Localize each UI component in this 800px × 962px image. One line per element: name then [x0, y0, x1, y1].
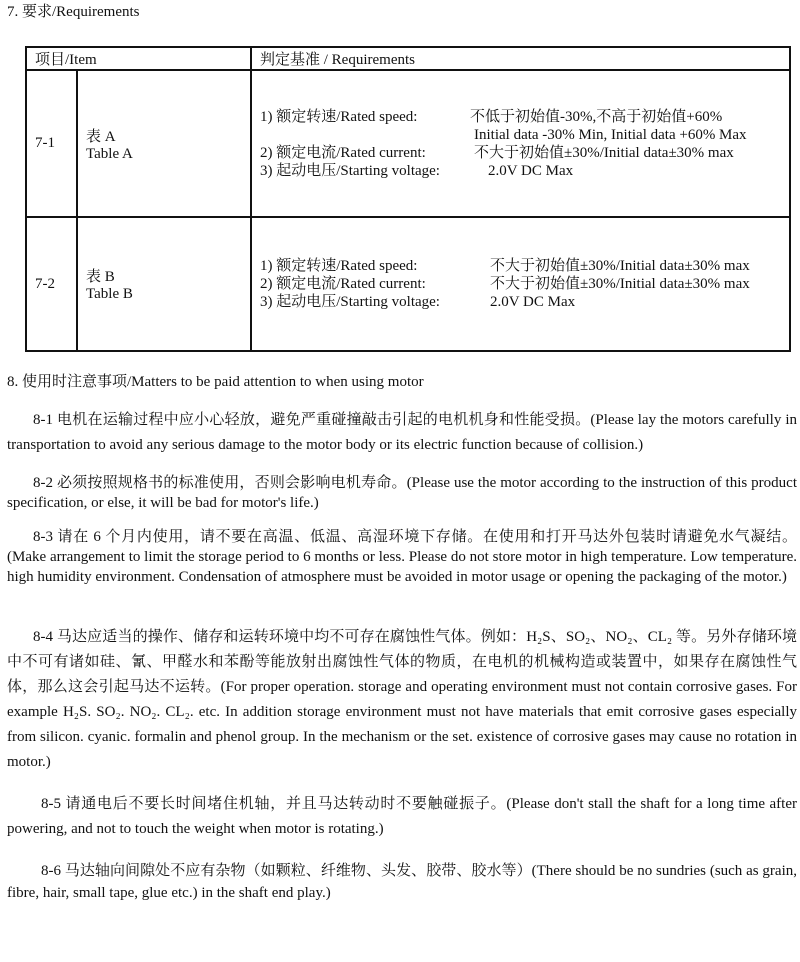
req-label: 2) 额定电流/Rated current:	[260, 144, 426, 161]
req-label: 1) 额定转速/Rated speed:	[260, 258, 418, 274]
note-8-1: 8-1 电机在运输过程中应小心轻放，避免严重碰撞敲击引起的电机机身和性能受损。(Please lay the motors carefully in transportation to avoid any serious damage to the motor body or its electric function because of collision.)	[7, 412, 797, 453]
header-requirements: 判定基准 / Requirements	[251, 47, 790, 70]
req-value: 不大于初始值±30%/Initial data±30% max	[474, 144, 734, 161]
req-label: 3) 起动电压/Starting voltage:	[260, 294, 440, 310]
table-row	[26, 70, 790, 217]
req-value: 不大于初始值±30%/Initial data±30% max	[490, 276, 750, 292]
row-name	[77, 70, 251, 217]
row-number: 7-1	[26, 70, 77, 217]
section-8-title: 8. 使用时注意事项/Matters to be paid attention to when using motor	[7, 374, 424, 390]
note-8-2: 8-2 必须按照规格书的标准使用，否则会影响电机寿命。(Please use the motor according to the instruction of this product specification, or else, it will be bad for motor's life.)	[7, 475, 797, 511]
req-value: 不大于初始值±30%/Initial data±30% max	[490, 258, 750, 274]
note-8-6: 8-6 马达轴向间隙处不应有杂物（如颗粒、纤维物、头发、胶带、胶水等）(There should be no sundries (such as grain, fibre, hair, small tape, glue etc.) in the shaft end play.)	[7, 863, 797, 901]
req-label: 3) 起动电压/Starting voltage:	[260, 162, 440, 179]
row-requirements	[251, 217, 790, 351]
section-7-title: 7. 要求/Requirements	[7, 4, 140, 20]
req-value: 2.0V DC Max	[490, 294, 576, 310]
note-8-5: 8-5 请通电后不要长时间堵住机轴，并且马达转动时不要触碰振子。(Please don't stall the shaft for a long time after powering, and not to touch the weight when motor is rotating.)	[7, 796, 797, 837]
req-value: 2.0V DC Max	[488, 162, 574, 179]
row-name-en: Table A	[86, 145, 133, 162]
row-name-en: Table B	[86, 286, 133, 302]
requirements-table	[25, 46, 791, 352]
req-label: 1) 额定转速/Rated speed:	[260, 108, 418, 125]
note-8-4: 8-4 马达应适当的操作、储存和运转环境中均不可存在腐蚀性气体。例如：H₂S、SO₂、NO₂、CL₂ 等。另外存储环境中不可有诸如硅、氰、甲醛水和苯酚等能放射出腐蚀性气体的物质，在电机的机械构造或装置中，如果存在腐蚀性气体，那么这会引起马达不运转。(For proper operation. storage and operating environment must not contain corrosive gases. For example H₂S. SO₂. NO₂. CL₂. etc. In addition storage environment must not have materials that emit corrosive gases especially from silicon. cyanic. formalin and phenol group. In the mechanism or the set. existence of corrosive gases may cause no rotation in motor.)	[7, 629, 798, 770]
note-8-3: 8-3 请在 6 个月内使用，请不要在高温、低温、高湿环境下存储。在使用和打开马达外包装时请避免水气凝结。(Make arrangement to limit the storage period to 6 months or less. Please do not store motor in high temperature. Low temperature. high humidity environment. Condensation of atmosphere must be avoided in motor usage or opening the packaging of the motor.)	[7, 529, 797, 585]
req-value: 不低于初始值-30%,不高于初始值+60%	[470, 108, 723, 125]
req-label: 2) 额定电流/Rated current:	[260, 276, 426, 292]
row-name	[77, 217, 251, 351]
row-requirements	[251, 70, 790, 217]
row-name-cn: 表 A	[86, 128, 116, 145]
row-name-cn: 表 B	[86, 269, 115, 285]
header-item: 项目/Item	[26, 47, 251, 70]
req-value: Initial data -30% Min, Initial data +60% Max	[474, 126, 747, 143]
row-number: 7-2	[26, 217, 77, 351]
table-row	[26, 217, 790, 351]
